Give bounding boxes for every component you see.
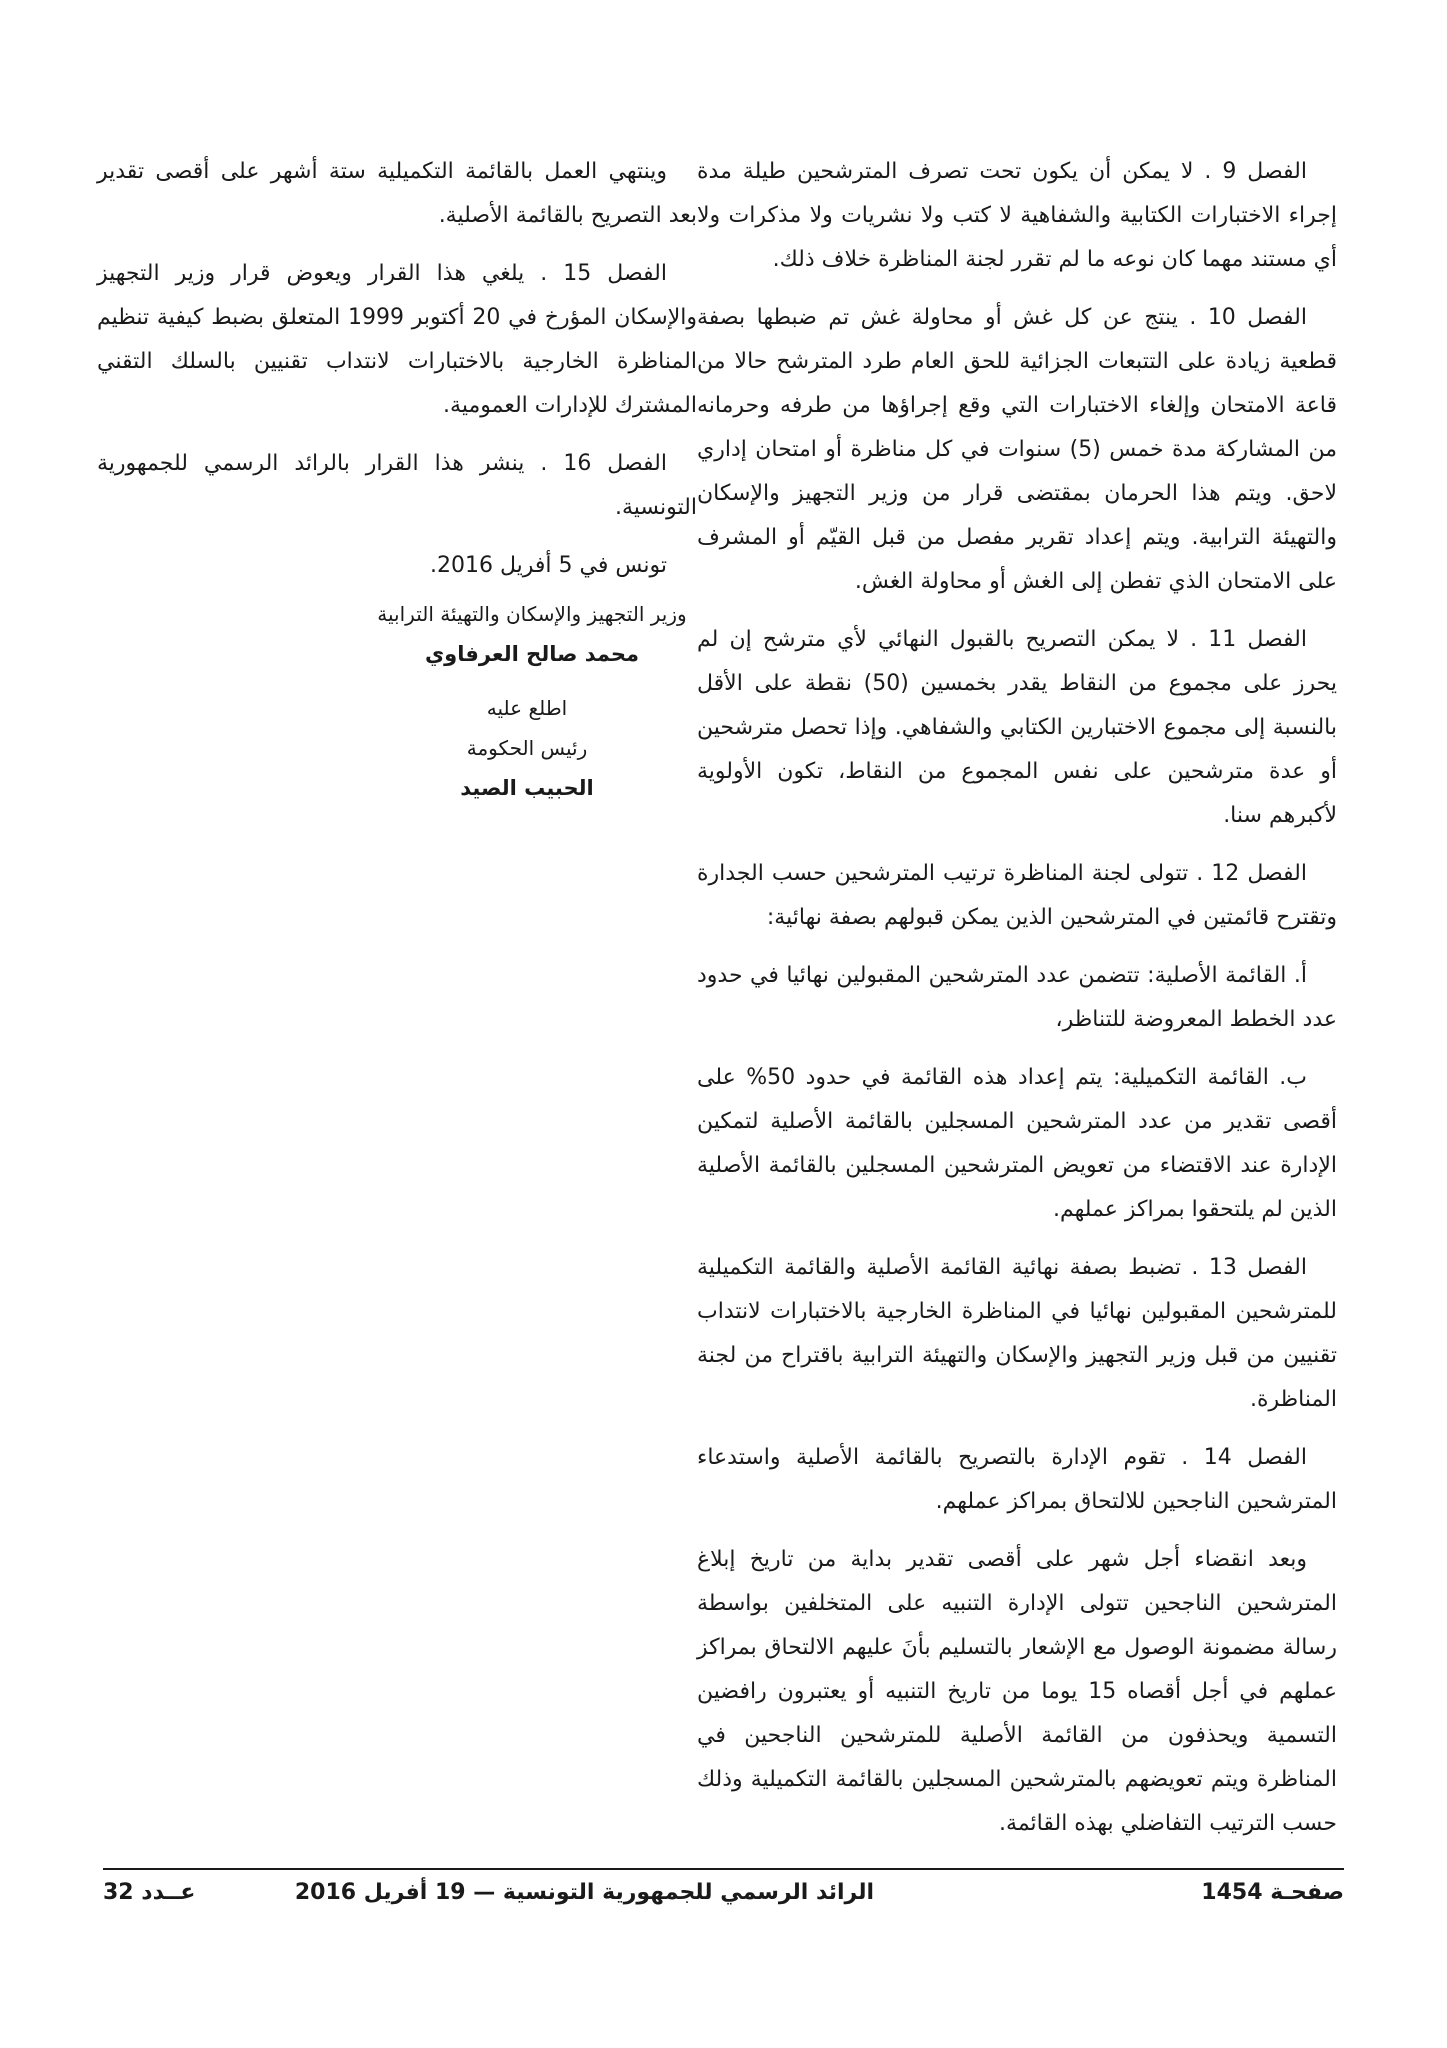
article-16: الفصل 16 . ينشر هذا القرار بالرائد الرسمي للجمهورية التونسية.: [97, 451, 697, 520]
date-line: تونس في 5 أفريل 2016.: [429, 553, 667, 578]
minister-name: محمد صالح العرفاوي: [424, 642, 640, 666]
head-of-government-name: الحبيب الصيد: [460, 776, 594, 800]
article-12: الفصل 12 . تتولى لجنة المناظرة ترتيب المترشحين حسب الجدارة وتقترح قائمتين في المترشحين الذين يمكن قبولهم بصفة نهائية:: [697, 861, 1337, 930]
head-of-government-title: رئيس الحكومة: [466, 736, 588, 760]
seen-label: اطلع عليه: [486, 696, 568, 720]
article-11: الفصل 11 . لا يمكن التصريح بالقبول النهائي لأي مترشح إن لم يحرز على مجموع من النقاط يقدر بخمسين (50) نقطة على الأقل بالنسبة إلى مجموع الاختبارين الكتابي والشفاهي. وإذا تحصل مترشحين أو عدة مترشحين على نفس المجموع من النقاط، تكون الأولوية لأكبرهم سنا.: [697, 627, 1337, 828]
page-footer: [103, 1880, 1344, 1920]
minister-signature: [367, 594, 697, 674]
head-of-government-signature: [427, 688, 627, 808]
right-column: [697, 150, 1337, 1860]
footer-divider: [103, 1868, 1344, 1870]
article-13: الفصل 13 . تضبط بصفة نهائية القائمة الأصلية والقائمة التكميلية للمترشحين المقبولين نهائيا في المناظرة الخارجية بالاختبارات لانتداب تقنيين من قبل وزير التجهيز والإسكان والتهيئة الترابية باقتراح من لجنة المناظرة.: [697, 1255, 1337, 1412]
article-14-continuation: وبعد انقضاء أجل شهر على أقصى تقدير بداية من تاريخ إبلاغ المترشحين الناجحين تتولى الإدارة التنبيه على المتخلفين بواسطة رسالة مضمونة الوصول مع الإشعار بالتسليم بأنَ عليهم الالتحاق بمراكز عملهم في أجل أقصاه 15 يوما من تاريخ التنبيه أو يعتبرون رافضين التسمية ويحذفون من القائمة الأصلية للمترشحين الناجحين في المناظرة ويتم تعويضهم بالمترشحين المسجلين بالقائمة التكميلية وذلك حسب الترتيب التفاضلي بهذه القائمة.: [697, 1547, 1337, 1836]
article-14: الفصل 14 . تقوم الإدارة بالتصريح بالقائمة الأصلية واستدعاء المترشحين الناجحين للالتحاق بمراكز عملهم.: [697, 1445, 1337, 1514]
article-15: الفصل 15 . يلغي هذا القرار ويعوض قرار وزير التجهيز والإسكان المؤرخ في 20 أكتوبر 1999 المتعلق بضبط كيفية تنظيم المناظرة الخارجية بالاختبارات لانتداب تقنيين بالسلك التقني المشترك للإدارات العمومية.: [97, 261, 697, 418]
left-column: [97, 150, 697, 808]
page-number: صفحـة 1454: [1201, 1880, 1344, 1905]
gazette-title-date: الرائد الرسمي للجمهورية التونسية — 19 أفريل 2016: [294, 1880, 874, 1905]
article-9: الفصل 9 . لا يمكن أن يكون تحت تصرف المترشحين طيلة مدة إجراء الاختبارات الكتابية والشفاهية لا كتب ولا نشريات ولا مذكرات ولا أي مستند مهما كان نوعه ما لم تقرر لجنة المناظرة خلاف ذلك.: [697, 159, 1337, 272]
article-12-item-a: أ. القائمة الأصلية: تتضمن عدد المترشحين المقبولين نهائيا في حدود عدد الخطط المعروضة للتناظر،: [697, 963, 1337, 1032]
article-10: الفصل 10 . ينتج عن كل غش أو محاولة غش تم ضبطها بصفة قطعية زيادة على التتبعات الجزائية للحق العام طرد المترشح حالا من قاعة الامتحان وإلغاء الاختبارات التي وقع إجراؤها من طرفه وحرمانه من المشاركة مدة خمس (5) سنوات في كل مناظرة أو امتحان إداري لاحق. ويتم هذا الحرمان بمقتضى قرار من وزير التجهيز والإسكان والتهيئة الترابية. ويتم إعداد تقرير مفصل من قبل القيّم أو المشرف على الامتحان الذي تفطن إلى الغش أو محاولة الغش.: [697, 305, 1337, 594]
minister-title: وزير التجهيز والإسكان والتهيئة الترابية: [377, 602, 687, 626]
article-12-item-b: ب. القائمة التكميلية: يتم إعداد هذه القائمة في حدود 50% على أقصى تقدير من عدد المترشحين المسجلين بالقائمة الأصلية لتمكين الإدارة عند الاقتضاء من تعويض المترشحين المسجلين بالقائمة الأصلية الذين لم يلتحقوا بمراكز عملهم.: [697, 1065, 1337, 1222]
issue-number: عــدد 32: [103, 1880, 196, 1905]
supplementary-list-end: وينتهي العمل بالقائمة التكميلية ستة أشهر على أقصى تقدير بعد التصريح بالقائمة الأصلية.: [97, 159, 697, 228]
